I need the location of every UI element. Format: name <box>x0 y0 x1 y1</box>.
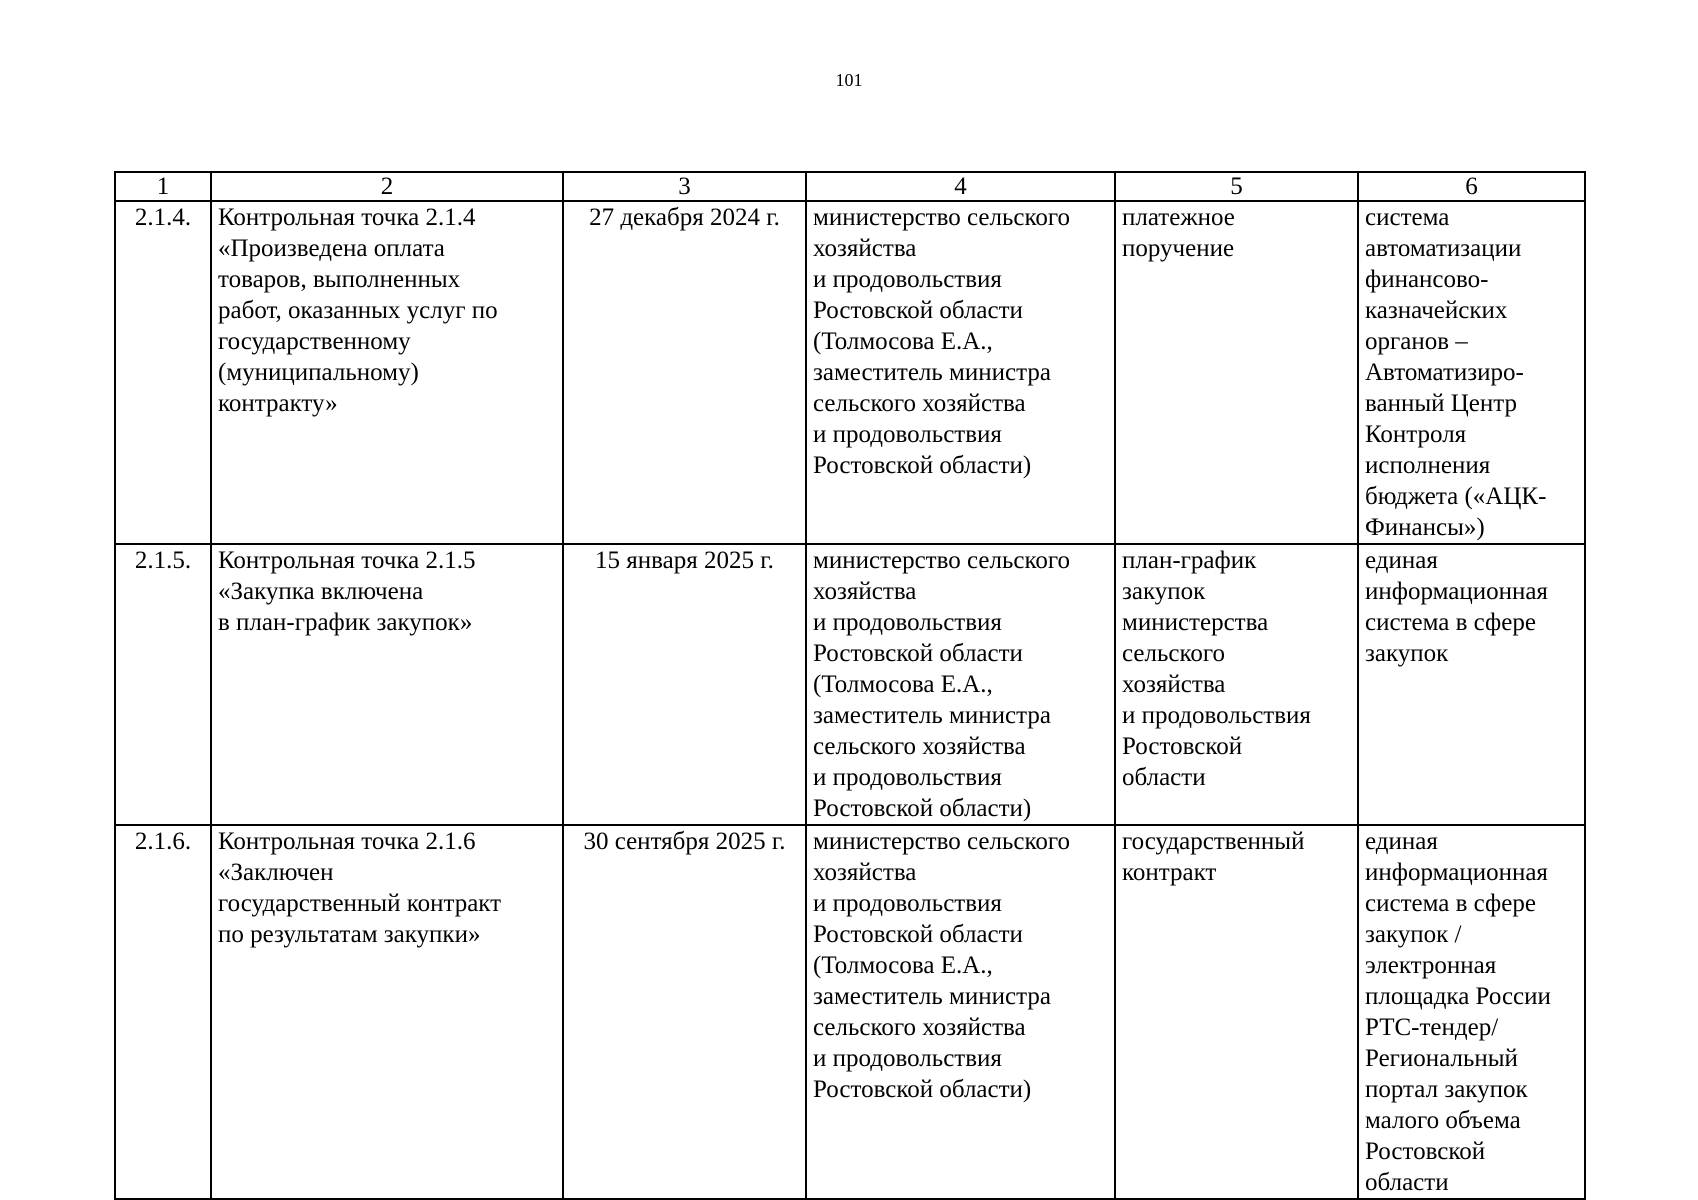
confirming-document-cell: план-график закупок министерства сельского хозяйства и продовольствия Ростовской области <box>1115 544 1358 825</box>
control-point-title-cell: Контрольная точка 2.1.4 «Произведена оплата товаров, выполненных работ, оказанных услуг по государственному (муниципальному) контракту» <box>211 201 563 544</box>
table-row <box>115 544 1585 825</box>
confirming-document-cell: государственный контракт <box>1115 825 1358 1199</box>
information-system-cell: единая информационная система в сфере закупок <box>1358 544 1585 825</box>
deadline-date-cell: 27 декабря 2024 г. <box>563 201 806 544</box>
row-number-cell: 2.1.4. <box>115 201 211 544</box>
page-number: 101 <box>835 70 863 90</box>
table-row <box>115 201 1585 544</box>
information-system-cell: единая информационная система в сфере закупок / электронная площадка России РТС-тендер/ Региональный портал закупок малого объема Ростовской области <box>1358 825 1585 1199</box>
column-header-3: 3 <box>563 172 806 201</box>
column-header-2: 2 <box>211 172 563 201</box>
column-number-header-row <box>115 172 1585 201</box>
table-row <box>115 825 1585 1199</box>
confirming-document-cell: платежное поручение <box>1115 201 1358 544</box>
information-system-cell: система автоматизации финансово- казначейских органов – Автоматизиро- ванный Центр Контроля исполнения бюджета («АЦК- Финансы») <box>1358 201 1585 544</box>
row-number-cell: 2.1.6. <box>115 825 211 1199</box>
column-header-6: 6 <box>1358 172 1585 201</box>
deadline-date-cell: 15 января 2025 г. <box>563 544 806 825</box>
column-header-5: 5 <box>1115 172 1358 201</box>
column-header-4: 4 <box>806 172 1115 201</box>
control-points-table <box>114 171 1586 1200</box>
responsible-executor-cell: министерство сельского хозяйства и продовольствия Ростовской области (Толмосова Е.А., заместитель министра сельского хозяйства и продовольствия Ростовской области) <box>806 201 1115 544</box>
responsible-executor-cell: министерство сельского хозяйства и продовольствия Ростовской области (Толмосова Е.А., заместитель министра сельского хозяйства и продовольствия Ростовской области) <box>806 544 1115 825</box>
responsible-executor-cell: министерство сельского хозяйства и продовольствия Ростовской области (Толмосова Е.А., заместитель министра сельского хозяйства и продовольствия Ростовской области) <box>806 825 1115 1199</box>
column-header-1: 1 <box>115 172 211 201</box>
deadline-date-cell: 30 сентября 2025 г. <box>563 825 806 1199</box>
control-point-title-cell: Контрольная точка 2.1.5 «Закупка включена в план-график закупок» <box>211 544 563 825</box>
row-number-cell: 2.1.5. <box>115 544 211 825</box>
control-point-title-cell: Контрольная точка 2.1.6 «Заключен государственный контракт по результатам закупки» <box>211 825 563 1199</box>
